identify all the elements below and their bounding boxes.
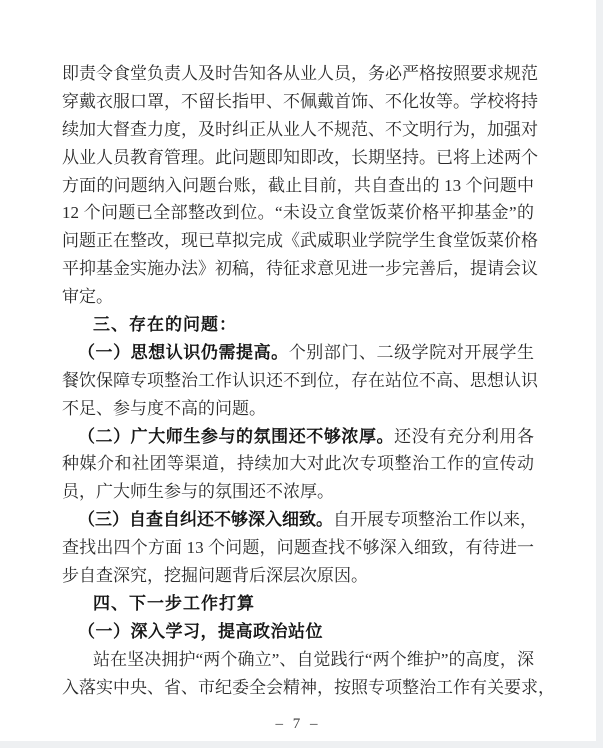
- text-line: [62, 478, 534, 506]
- document-body: [62, 60, 555, 701]
- text-line: [62, 339, 534, 367]
- text-line: [62, 367, 538, 395]
- text-line: [62, 395, 534, 423]
- line-text: 入落实中央、省、市纪委全会精神，按照专项整治工作有关要求，: [62, 677, 555, 697]
- text-line: [62, 199, 534, 227]
- line-text: 问题正在整改，现已草拟完成《武威职业学院学生食堂饭菜价格: [62, 231, 538, 251]
- text-line: [62, 674, 555, 702]
- text-line: [62, 450, 534, 478]
- line-text: 餐饮保障专项整治工作认识还不到位，存在站位不高、思想认识: [62, 370, 538, 390]
- text-line: [62, 172, 534, 200]
- line-text: 还没有充分利用各: [394, 426, 535, 446]
- text-line: [62, 311, 534, 339]
- line-text: 员，广大师生参与的氛围还不浓厚。: [62, 482, 334, 502]
- line-text: 方面的问题纳入问题台账，截止目前，共自查出的 13 个问题中: [62, 175, 534, 195]
- text-line: [62, 116, 538, 144]
- text-line: [62, 562, 534, 590]
- page-edge-bottom: [0, 741, 603, 748]
- bold-lead: （三）自查自纠还不够深入细致。: [78, 510, 333, 530]
- text-line: [62, 60, 538, 88]
- line-text: 续加大督查力度，及时纠正从业人不规范、不文明行为，加强对: [62, 119, 538, 139]
- text-line: [62, 646, 534, 674]
- line-text: 自开展专项整治工作以来，: [333, 510, 537, 530]
- line-text: 查找出四个方面 13 个问题，问题查找不够深入细致，有待进一: [62, 538, 534, 558]
- page-edge-right: [596, 0, 603, 748]
- line-text: 不足、参与度不高的问题。: [62, 398, 266, 418]
- line-text: 种媒介和社团等渠道，持续加大对此次专项整治工作的宣传动: [62, 454, 534, 474]
- text-line: [62, 227, 538, 255]
- line-text: 穿戴衣服口罩，不留长指甲、不佩戴首饰、不化妆等。学校将持: [62, 91, 538, 111]
- line-text: （一）深入学习，提高政治站位: [78, 621, 323, 641]
- line-text: 三、存在的问题：: [93, 315, 237, 335]
- line-text: 四、下一步工作打算: [93, 593, 255, 613]
- text-line: [62, 506, 537, 534]
- text-line: [62, 144, 538, 172]
- line-text: 审定。: [62, 287, 113, 307]
- line-text: 即责令食堂负责人及时告知各从业人员，务必严格按照要求规范: [62, 64, 538, 83]
- text-line: [62, 423, 534, 451]
- bold-lead: （二）广大师生参与的氛围还不够浓厚。: [78, 426, 395, 446]
- line-text: 平抑基金实施办法》初稿，待征求意见进一步完善后，提请会议: [62, 259, 538, 279]
- text-line: [62, 88, 538, 116]
- line-text: 站在坚决拥护“两个确立”、自觉践行“两个维护”的高度，深: [93, 649, 534, 669]
- bold-lead: （一）思想认识仍需提高。: [78, 342, 289, 362]
- text-line: [62, 618, 534, 646]
- line-text: 12 个问题已全部整改到位。“未设立食堂饭菜价格平抑基金”的: [62, 203, 534, 223]
- text-line: [62, 255, 538, 283]
- line-text: 个别部门、二级学院对开展学生: [288, 342, 535, 362]
- text-line: [62, 534, 534, 562]
- text-line: [62, 590, 534, 618]
- text-line: [62, 283, 534, 311]
- line-text: 从业人员教育管理。此问题即知即改，长期坚持。已将上述两个: [62, 147, 538, 167]
- line-text: 步自查深究，挖掘问题背后深层次原因。: [62, 566, 368, 586]
- page-number: – 7 –: [275, 716, 321, 732]
